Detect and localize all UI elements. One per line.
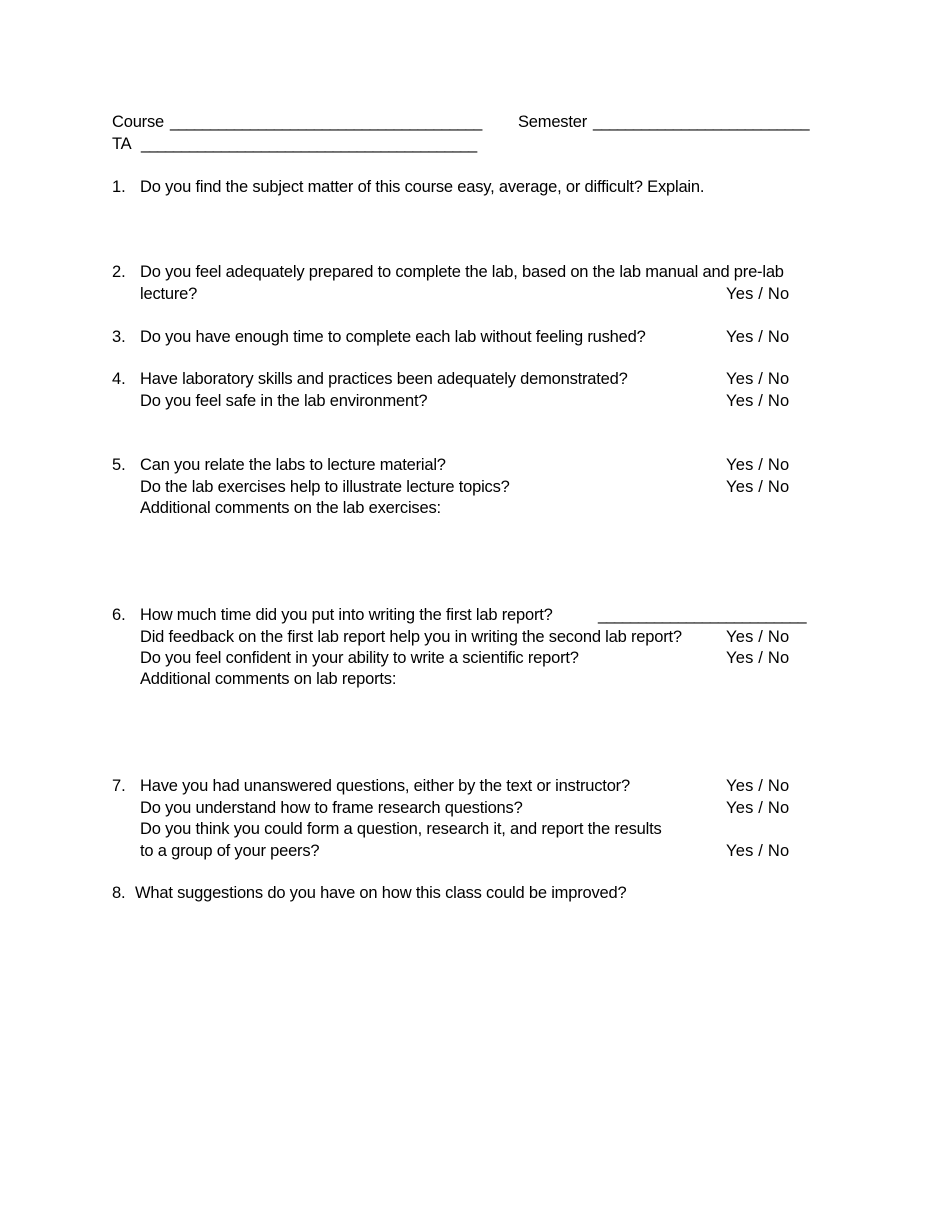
question-text: Have laboratory skills and practices been adequately demonstrated? — [140, 370, 628, 388]
question-text: Do you feel adequately prepared to complete the lab, based on the lab manual and pre-lab — [140, 263, 784, 281]
question-number: 1. — [112, 178, 126, 196]
question-text: Do the lab exercises help to illustrate lecture topics? — [140, 478, 510, 496]
question-number: 7. — [112, 777, 126, 795]
question-number: 5. — [112, 456, 126, 474]
time-field[interactable]: __________________________ — [598, 606, 806, 624]
course-label: Course — [112, 113, 164, 131]
question-number: 4. — [112, 370, 126, 388]
ta-field[interactable]: __________________________________________ — [141, 135, 477, 153]
question-text: Do you find the subject matter of this course easy, average, or difficult? Explain. — [140, 178, 705, 196]
question-number: 3. — [112, 328, 126, 346]
question-text: How much time did you put into writing the first lab report? — [140, 606, 553, 624]
yes-no-choice[interactable]: Yes / No — [726, 478, 790, 496]
yes-no-choice[interactable]: Yes / No — [726, 777, 790, 795]
semester-field[interactable]: ___________________________ — [593, 113, 809, 131]
question-text: lecture? — [140, 285, 198, 303]
question-text: What suggestions do you have on how this class could be improved? — [135, 884, 627, 902]
question-text: Do you understand how to frame research questions? — [140, 799, 523, 817]
question-text: Have you had unanswered questions, either by the text or instructor? — [140, 777, 630, 795]
question-text: Do you feel safe in the lab environment? — [140, 392, 428, 410]
semester-label: Semester — [518, 113, 588, 131]
question-number: 8. — [112, 884, 126, 902]
yes-no-choice[interactable]: Yes / No — [726, 370, 790, 388]
question-text: Do you have enough time to complete each lab without feeling rushed? — [140, 328, 646, 346]
yes-no-choice[interactable]: Yes / No — [726, 649, 790, 667]
question-number: 6. — [112, 606, 126, 624]
yes-no-choice[interactable]: Yes / No — [726, 799, 790, 817]
comments-label: Additional comments on the lab exercises: — [140, 499, 441, 517]
yes-no-choice[interactable]: Yes / No — [726, 842, 790, 860]
yes-no-choice[interactable]: Yes / No — [726, 285, 790, 303]
yes-no-choice[interactable]: Yes / No — [726, 392, 790, 410]
yes-no-choice[interactable]: Yes / No — [726, 628, 790, 646]
comments-label: Additional comments on lab reports: — [140, 670, 397, 688]
ta-label: TA — [112, 135, 132, 153]
question-text: to a group of your peers? — [140, 842, 320, 860]
question-text: Do you feel confident in your ability to write a scientific report? — [140, 649, 579, 667]
yes-no-choice[interactable]: Yes / No — [726, 328, 790, 346]
question-text: Can you relate the labs to lecture material? — [140, 456, 446, 474]
course-field[interactable]: _______________________________________ — [170, 113, 482, 131]
question-text: Do you think you could form a question, research it, and report the results — [140, 820, 662, 838]
yes-no-choice[interactable]: Yes / No — [726, 456, 790, 474]
question-text: Did feedback on the first lab report help you in writing the second lab report? — [140, 628, 682, 646]
question-number: 2. — [112, 263, 126, 281]
